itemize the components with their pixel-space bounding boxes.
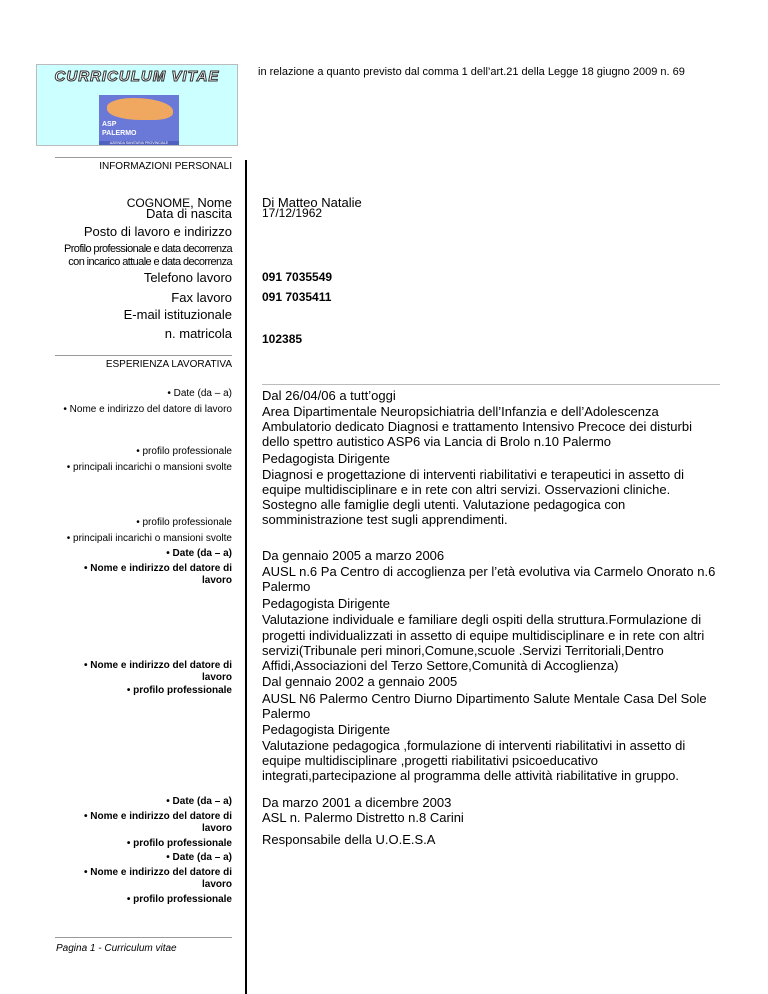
logo-org2: PALERMO [102, 130, 137, 137]
nome-label: , Nome [190, 195, 232, 210]
fax-value: 091 7035411 [262, 290, 332, 304]
cognome-label: COGNOME [126, 196, 191, 210]
experience-detail-line: Responsabile della U.O.E.S.A [262, 832, 436, 847]
experience-label-bold: lavoro [201, 823, 232, 834]
experience-detail-line: Diagnosi e progettazione di interventi riabilitativi e terapeutici in assetto di [262, 467, 685, 482]
column-divider [245, 160, 247, 994]
experience-label-bold: • profilo professionale [126, 838, 232, 849]
experience-detail-line: Da marzo 2001 a dicembre 2003 [262, 795, 452, 810]
experience-detail-line: integrati,partecipazione al programma delle attività riabilitative in gruppo. [262, 768, 679, 783]
section-title: INFORMAZIONI PERSONALI [99, 161, 232, 172]
experience-label-bold: • Nome e indirizzo del datore di [84, 867, 232, 878]
birth-value: 17/12/1962 [262, 206, 323, 220]
asp-logo-image [99, 95, 179, 145]
experience-detail-line: Pedagogista Dirigente [262, 722, 390, 737]
experience-label-bold: lavoro [201, 879, 232, 890]
section-personal-info [55, 157, 232, 172]
experience-label: • principali incarichi o mansioni svolte [66, 462, 232, 473]
matricola-value: 102385 [262, 332, 303, 346]
experience-detail-line: Palermo [262, 706, 311, 721]
experience-detail-line: Sostegno alle famiglie degli utenti. Valutazione pedagogica con [262, 497, 626, 512]
experience-detail-line: Palermo [262, 579, 311, 594]
experience-label-bold: • Nome e indirizzo del datore di [84, 563, 232, 574]
experience-label-bold: • profilo professionale [126, 894, 232, 905]
name-value: Di Matteo Natalie [262, 195, 362, 210]
experience-detail-line: servizi(Tribunale peri minori,Comune,scuole .Servizi Territoriali,Dentro [262, 643, 664, 658]
profile-label-2: con incarico attuale e data decorrenza [68, 256, 232, 268]
fax-label: Fax lavoro [171, 290, 232, 305]
experience-detail-line: Dal 26/04/06 a tutt’oggi [262, 388, 396, 403]
footer-rule [55, 937, 232, 938]
experience-detail-line: AUSL n.6 Pa Centro di accoglienza per l’età evolutiva via Carmelo Onorato n.6 [262, 564, 716, 579]
post-label: Posto di lavoro e indirizzo [83, 224, 232, 239]
experience-detail-line: Valutazione pedagogica ,formulazione di interventi riabilitativi in assetto di [262, 738, 686, 753]
experience-detail-line: Affidi,Associazioni del Terzo Settore,Comunità di Accoglienza) [262, 658, 619, 673]
phone-label: Telefono lavoro [143, 270, 232, 285]
experience-label-bold: • profilo professionale [126, 685, 232, 696]
experience-detail-line: Area Dipartimentale Neuropsichiatria dell’Infanzia e dell’Adolescenza [262, 404, 659, 419]
experience-detail-line: Pedagogista Dirigente [262, 451, 390, 466]
experience-label-bold: • Date (da – a) [166, 796, 232, 807]
experience-label: • profilo professionale [136, 517, 232, 528]
profile-label-1: Profilo professionale e data decorrenza [64, 243, 232, 255]
logo-title: CURRICULUM VITAE [54, 68, 220, 85]
logo-org3: AZIENDA SANITARIA PROVINCIALE [99, 141, 179, 145]
header-note: in relazione a quanto previsto dal comma 1 dell’art.21 della Legge 18 giugno 2009 n. 69 [258, 66, 685, 78]
email-label: E-mail istituzionale [123, 307, 232, 322]
experience-rule [262, 384, 720, 385]
phone-value: 091 7035549 [262, 270, 333, 284]
experience-label: • Date (da – a) [167, 388, 232, 399]
matricola-label: n. matricola [164, 326, 232, 341]
experience-detail-line: Ambulatorio dedicato Diagnosi e trattamento Intensivo Precoce dei disturbi [262, 419, 692, 434]
experience-detail-line: dello spettro autistico ASP6 via Lancia di Brolo n.10 Palermo [262, 434, 612, 449]
experience-label-bold: • Date (da – a) [166, 852, 232, 863]
logo-org1: ASP [102, 121, 117, 128]
section-title: ESPERIENZA LAVORATIVA [105, 359, 232, 370]
experience-label-bold: • Nome e indirizzo del datore di [84, 811, 232, 822]
experience-label-bold: lavoro [201, 575, 232, 586]
experience-detail-line: Da gennaio 2005 a marzo 2006 [262, 548, 445, 563]
experience-label-bold: lavoro [201, 672, 232, 683]
page-footer: Pagina 1 - Curriculum vitae [56, 943, 177, 954]
experience-detail-line: ASL n. Palermo Distretto n.8 Carini [262, 810, 464, 825]
birth-label: Data di nascita [146, 206, 232, 221]
experience-detail-line: progetti individualizzati in assetto di equipe multidisciplinare e in rete con altri [262, 628, 705, 643]
experience-detail-line: Pedagogista Dirigente [262, 596, 390, 611]
experience-label: • Nome e indirizzo del datore di lavoro [63, 404, 232, 415]
experience-detail-line: Dal gennaio 2002 a gennaio 2005 [262, 674, 458, 689]
cv-logo [36, 64, 238, 146]
experience-detail-line: equipe multidisciplinare ,progetti riabilitativi psicoeducativo [262, 753, 599, 768]
experience-detail-line: AUSL N6 Palermo Centro Diurno Dipartimento Salute Mentale Casa Del Sole [262, 691, 707, 706]
experience-label: • principali incarichi o mansioni svolte [66, 533, 232, 544]
experience-detail-line: equipe multidisciplinare e in rete con altri servizi. Osservazioni cliniche. [262, 482, 671, 497]
experience-label-bold: • Nome e indirizzo del datore di [84, 660, 232, 671]
experience-detail-line: somministrazione test sugli apprendimenti. [262, 512, 508, 527]
section-experience [55, 355, 232, 370]
experience-label-bold: • Date (da – a) [166, 548, 232, 559]
experience-detail-line: Valutazione individuale e familiare degli ospiti della struttura.Formulazione di [262, 612, 702, 627]
experience-label: • profilo professionale [136, 446, 232, 457]
